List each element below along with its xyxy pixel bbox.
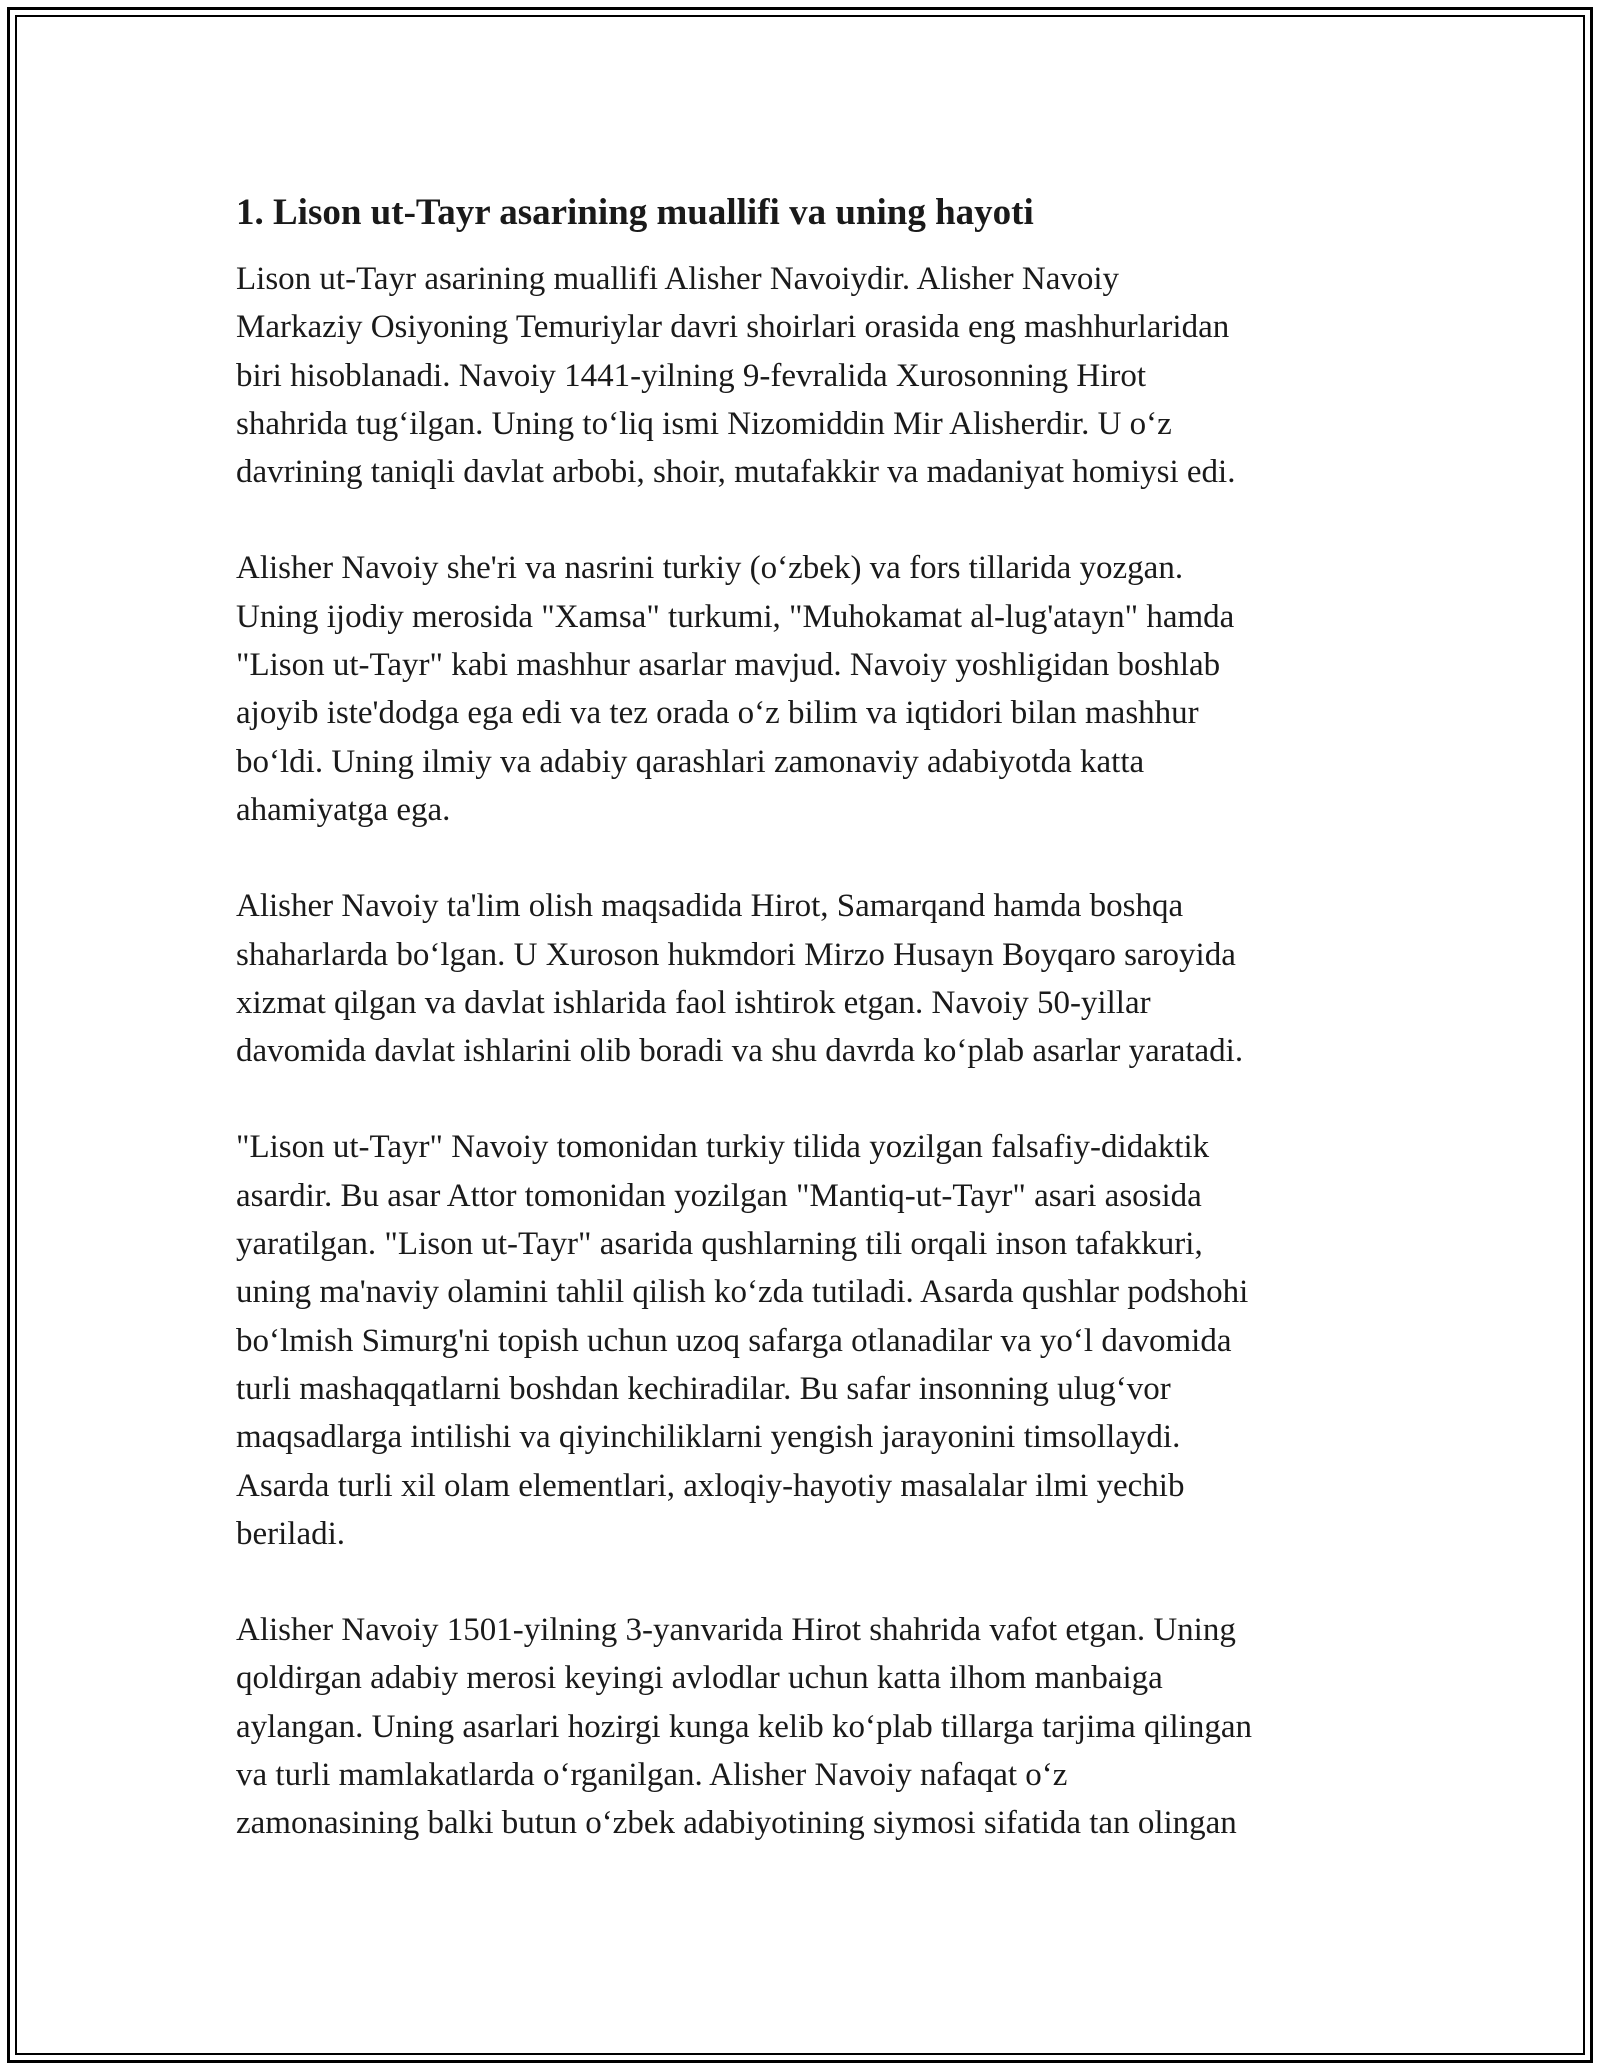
text-line: Markaziy Osiyoning Temuriylar davri shoirlari orasida eng mashhurlaridan: [236, 309, 1230, 346]
document-body: [236, 185, 1386, 1896]
body-paragraph: [236, 882, 1386, 1075]
text-line: Alisher Navoiy ta'lim olish maqsadida Hirot, Samarqand hamda boshqa: [236, 888, 1184, 925]
text-line: maqsadlarga intilishi va qiyinchiliklarni yengish jarayonini timsollaydi.: [236, 1419, 1181, 1456]
text-line: "Lison ut-Tayr" kabi mashhur asarlar mavjud. Navoiy yoshligidan boshlab: [236, 647, 1221, 684]
text-line: va turli mamlakatlarda o‘rganilgan. Alisher Navoiy nafaqat o‘z: [236, 1757, 1068, 1794]
text-line: Uning ijodiy merosida "Xamsa" turkumi, "Muhokamat al-lug'atayn" hamda: [236, 598, 1235, 635]
text-line: davrining taniqli davlat arbobi, shoir, mutafakkir va madaniyat homiysi edi.: [236, 454, 1236, 491]
text-line: Alisher Navoiy she'ri va nasrini turkiy (o‘zbek) va fors tillarida yozgan.: [236, 550, 1184, 587]
text-line: asardir. Bu asar Attor tomonidan yozilgan "Mantiq-ut-Tayr" asari asosida: [236, 1177, 1202, 1214]
text-line: Alisher Navoiy 1501-yilning 3-yanvarida Hirot shahrida vafot etgan. Uning: [236, 1612, 1236, 1649]
text-line: uning ma'naviy olamini tahlil qilish ko‘zda tutiladi. Asarda qushlar podshohi: [236, 1274, 1249, 1311]
body-paragraph: [236, 255, 1386, 496]
text-line: shahrida tug‘ilgan. Uning to‘liq ismi Nizomiddin Mir Alisherdir. U o‘z: [236, 405, 1172, 442]
paragraph-list: [236, 255, 1386, 1848]
text-line: Lison ut-Tayr asarining muallifi Alisher Navoiydir. Alisher Navoiy: [236, 261, 1120, 297]
text-line: qoldirgan adabiy merosi keyingi avlodlar uchun katta ilhom manbaiga: [236, 1660, 1163, 1697]
text-line: aylangan. Uning asarlari hozirgi kunga kelib ko‘plab tillarga tarjima qilingan: [236, 1708, 1252, 1745]
text-line: bo‘ldi. Uning ilmiy va adabiy qarashlari zamonaviy adabiyotda katta: [236, 743, 1145, 780]
body-paragraph: [236, 1123, 1386, 1558]
text-line: turli mashaqqatlarni boshdan kechiradilar. Bu safar insonning ulug‘vor: [236, 1370, 1171, 1407]
body-paragraph: [236, 1606, 1386, 1847]
text-line: "Lison ut-Tayr" Navoiy tomonidan turkiy tilida yozilgan falsafiy-didaktik: [236, 1129, 1210, 1166]
body-paragraph: [236, 544, 1386, 834]
text-line: yaratilgan. "Lison ut-Tayr" asarida qushlarning tili orqali inson tafakkuri,: [236, 1226, 1203, 1263]
section-heading: 1. Lison ut-Tayr asarining muallifi va uning hayoti: [236, 192, 1034, 233]
text-line: bo‘lmish Simurg'ni topish uchun uzoq safarga otlanadilar va yo‘l davomida: [236, 1322, 1232, 1359]
text-line: xizmat qilgan va davlat ishlarida faol ishtirok etgan. Navoiy 50-yillar: [236, 984, 1151, 1021]
text-line: davomida davlat ishlarini olib boradi va shu davrda ko‘plab asarlar yaratadi.: [236, 1033, 1244, 1070]
text-line: zamonasining balki butun o‘zbek adabiyotining siymosi sifatida tan olingan: [236, 1805, 1237, 1842]
text-line: ahamiyatga ega.: [236, 791, 451, 828]
text-line: ajoyib iste'dodga ega edi va tez orada o‘z bilim va iqtidori bilan mashhur: [236, 695, 1199, 732]
text-line: shaharlarda bo‘lgan. U Xuroson hukmdori Mirzo Husayn Boyqaro saroyida: [236, 936, 1236, 973]
text-line: beriladi.: [236, 1515, 346, 1552]
text-line: Asarda turli xil olam elementlari, axloqiy-hayotiy masalalar ilmi yechib: [236, 1467, 1185, 1504]
text-line: biri hisoblanadi. Navoiy 1441-yilning 9-fevralida Xurosonning Hirot: [236, 357, 1147, 394]
